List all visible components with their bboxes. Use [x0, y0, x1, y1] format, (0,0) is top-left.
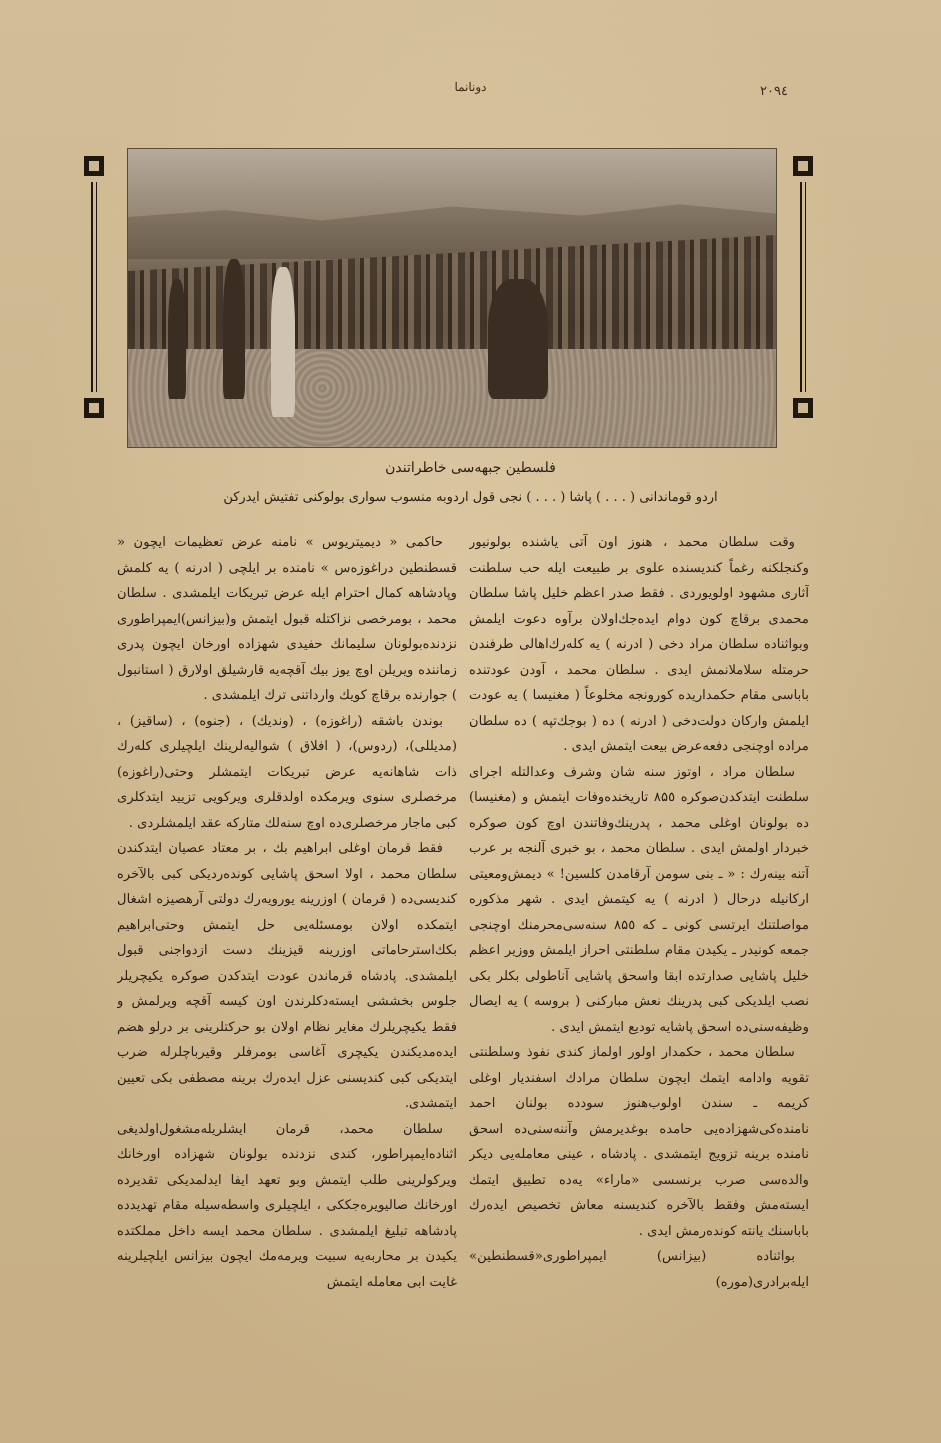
- ornament-bar: [805, 182, 806, 392]
- paragraph: سلطان محمد، قرمان ايشلريله‌مشغول‌اولديغى اثناده‌ايمپراطور، كندى نزدنده بولونان شهزاده اورخانك ويركولرينى طلب ايتمش وبو تعهد ايفا ايدلمديكى تقديرده اورخانك صاليويره‌جككى ، ايلچيلرى واسطه‌سيله مقام تهديدده پادشاهه تبليغ ايلمشدى . سلطان محمد ايسه داخل مملكتده يكيدن بر محاربه‌يه سبيت ويرمه‌مك ايچون بيزانس ايلچيلرينه غايت ابى معامله ايتمش: [117, 1121, 457, 1290]
- photo-caption-subtitle: اردو قوماندانى ( . . . ) پاشا ( . . . ) نجى قول اردوبه منسوب سوارى بولوكنى تفتيش ايدركن: [223, 490, 718, 505]
- photo-soldier-figure: [168, 279, 186, 399]
- paragraph: سلطان محمد ، حكمدار اولور اولماز كندى نفوذ وسلطنتى تقويه وادامه ايتمك ايچون سلطان مرادك اسفنديار اوغلى كريمه ـ سندن اولوب‌هنوز سودده بولنان احمد نامنده‌كى‌شهزاده‌يى حامده بوغديرمش وآننه‌سنى‌ده اسحق نامنده برينه تزويج ايتمشدى . پادشاه ، عينى معامله‌يى ديكر والده‌سى صرب برنسسى «ماراء» يه‌ده تطبيق ايتمك ايسته‌مش وفقط بالآخره كنديسنه معاش تخصيص ايده‌رك باباسنك يانته كونده‌رمش ايدى .: [469, 1045, 809, 1239]
- paragraph: بوندن باشقه (راغوزه) ، (ونديك) ، (جنوه) ، (ساقيز) ، (مديللى)، (ردوس)، ( افلاق ) شواليه‌لرينك ايلچيلرى كله‌رك ذات شاهانه‌يه عرض تبريكات ايتمشلر وحتى(راغوزه) مرخصلرى سنوى ويرمكده اولدقلرى ويركويى تزييد ايتدكلرى كبى ماجار مرخصلرى‌ده اوچ سنه‌لك متاركه عقد ايلمشلردى .: [117, 713, 457, 831]
- paragraph: وقت سلطان محمد ، هنوز اون آتى ياشنده بولونيور وكنجلكنه رغماً كنديسنده علوى بر طبيعت ايله حب سلطنت آثارى مشهود اولويوردى . فقط صدر اعظم خليل پاشا سلطان محمدى برقاچ كون دوام ايده‌جك‌اولان برآوه دعوت ايلمش وبواثناده سلطان مراد دخى ( ادرنه ) يه كله‌رك‌اهالى طرفندن حرمتله سلاملانمش ايدى . سلطان محمد ، آودن عودتنده باباسى مقام حكمداريده كورونجه مخلوعاً ( مغنيسا ) يه عودت ايلمش واركان دولت‌دخى ( ادرنه ) ده ( بوجك‌تپه ) ده سلطان مراده اوچنجى دفعه‌عرض بيعت ايتمش ايدى .: [469, 535, 809, 754]
- paragraph: حاكمى « ديميتريوس » نامنه عرض تعظيمات ايچون « قسطنطين دراغوزه‌س » نامنده بر ايلچى ( ادرنه ) يه كلمش وپادشاهه كمال احترام ايله عرض تبريكات ايلمشدى . سلطان محمد ، بومرخصى نزاكتله قبول ايتمش و(بيزانس)ايمپراطورى نزدنده‌بولونان سليمانك حفيدى شهزاده اورخان ايچون پدرى زماننده ويريلن اوچ يوز بيك آقچه‌يه قارشيلق اولارق ( استانبول ) جوارنده برقاچ كويك وارداتنى ترك ايلمشدى .: [117, 535, 457, 703]
- ornament-cap-icon: [84, 156, 104, 176]
- ornament-bar: [800, 182, 802, 392]
- paragraph: فقط قرمان اوغلى ابراهيم بك ، بر معتاد عصيان ايتدكندن سلطان محمد ، اولا اسحق پاشايى كونده‌رديكى كبى بالآخره كنديسى‌ده ( قرمان ) اوزرينه يورويه‌رك دولتى آرهصيزه اشغال ايتمكده اولان بومسئله‌يى حل ايتمش وحتى‌ابراهيم بكك‌استرحاماتى اوزرينه قيزينك دست ازدواجنى قبول ايلمشدى. پادشاه قرماندن عودت ايتدكدن صوكره يكيچريلر جلوس بخششى ايسته‌دكلرندن اون كيسه آقچه ويرلمش و فقط يكيچريلرك مغاير نظام اولان بو حركتلرينى بر درلو هضم ايده‌مديكندن يكيچرى آغاسى بومرفلر وقيرباچلرله ضرب ايتديكى كبى كنديسنى عزل ايده‌رك برينه مصطفى بكى تعيين ايتمشدى.: [117, 841, 457, 1111]
- photo-officer-figure: [223, 259, 245, 399]
- page-number: ۲۰۹٤: [760, 84, 788, 99]
- magazine-title: دونانما: [454, 80, 487, 94]
- ornament-bar: [96, 182, 97, 392]
- right-ornament-border: [791, 156, 817, 418]
- photo-caption-title: فلسطين جبهه‌سى خاطراتندن: [385, 460, 556, 476]
- photo-horse-figure: [488, 279, 548, 399]
- ornament-cap-icon: [793, 398, 813, 418]
- cavalry-photograph: [127, 148, 777, 448]
- left-ornament-border: [82, 156, 108, 418]
- photo-officer-figure: [271, 267, 295, 417]
- ornament-cap-icon: [84, 398, 104, 418]
- left-text-column: [117, 530, 457, 1410]
- right-text-column: [469, 530, 809, 1410]
- paragraph: سلطان مراد ، اوتوز سنه شان وشرف وعدالتله اجراى سلطنت ايتدكدن‌صوكره ۸۵٥ تاريخنده‌وفات ايتمش و (مغنيسا) ده بولونان اوغلى محمد ، پدرينك‌وفاتندن اوچ كون صوكره خبردار اولمش ايدى . سلطان محمد ، بو خبرى آلنجه بر عرب آتنه بينه‌رك : « ـ بنى سومن آرقامدن كلسين! » ديمش‌ومعيتى اركانيله درحال ( ادرنه ) يه كيتمش ايدى . شهر مذكوره مواصلتنك ايرتسى كونى ـ كه ۸۵٥ سنه‌سى‌محرمنك اوچنجى جمعه كونيدر ـ يكيدن مقام سلطنتى احراز ايلمش ووزير اعظم خليل پاشايى صدارتده ابقا واسحق پاشايى آناطولى بكلر بكى نصب ايلديكى كبى پدرينك نعش مباركنى ( بروسه ) يه ايصال وظيفه‌سنى‌ده اسحق پاشايه توديع ايتمش ايدى .: [469, 764, 809, 1035]
- paragraph: بواثناده (بيزانس) ايمپراطورى«قسطنطين» ايله‌برادرى(موره): [469, 1249, 809, 1290]
- photo-sky: [128, 149, 776, 209]
- ornament-bar: [91, 182, 93, 392]
- ornament-cap-icon: [793, 156, 813, 176]
